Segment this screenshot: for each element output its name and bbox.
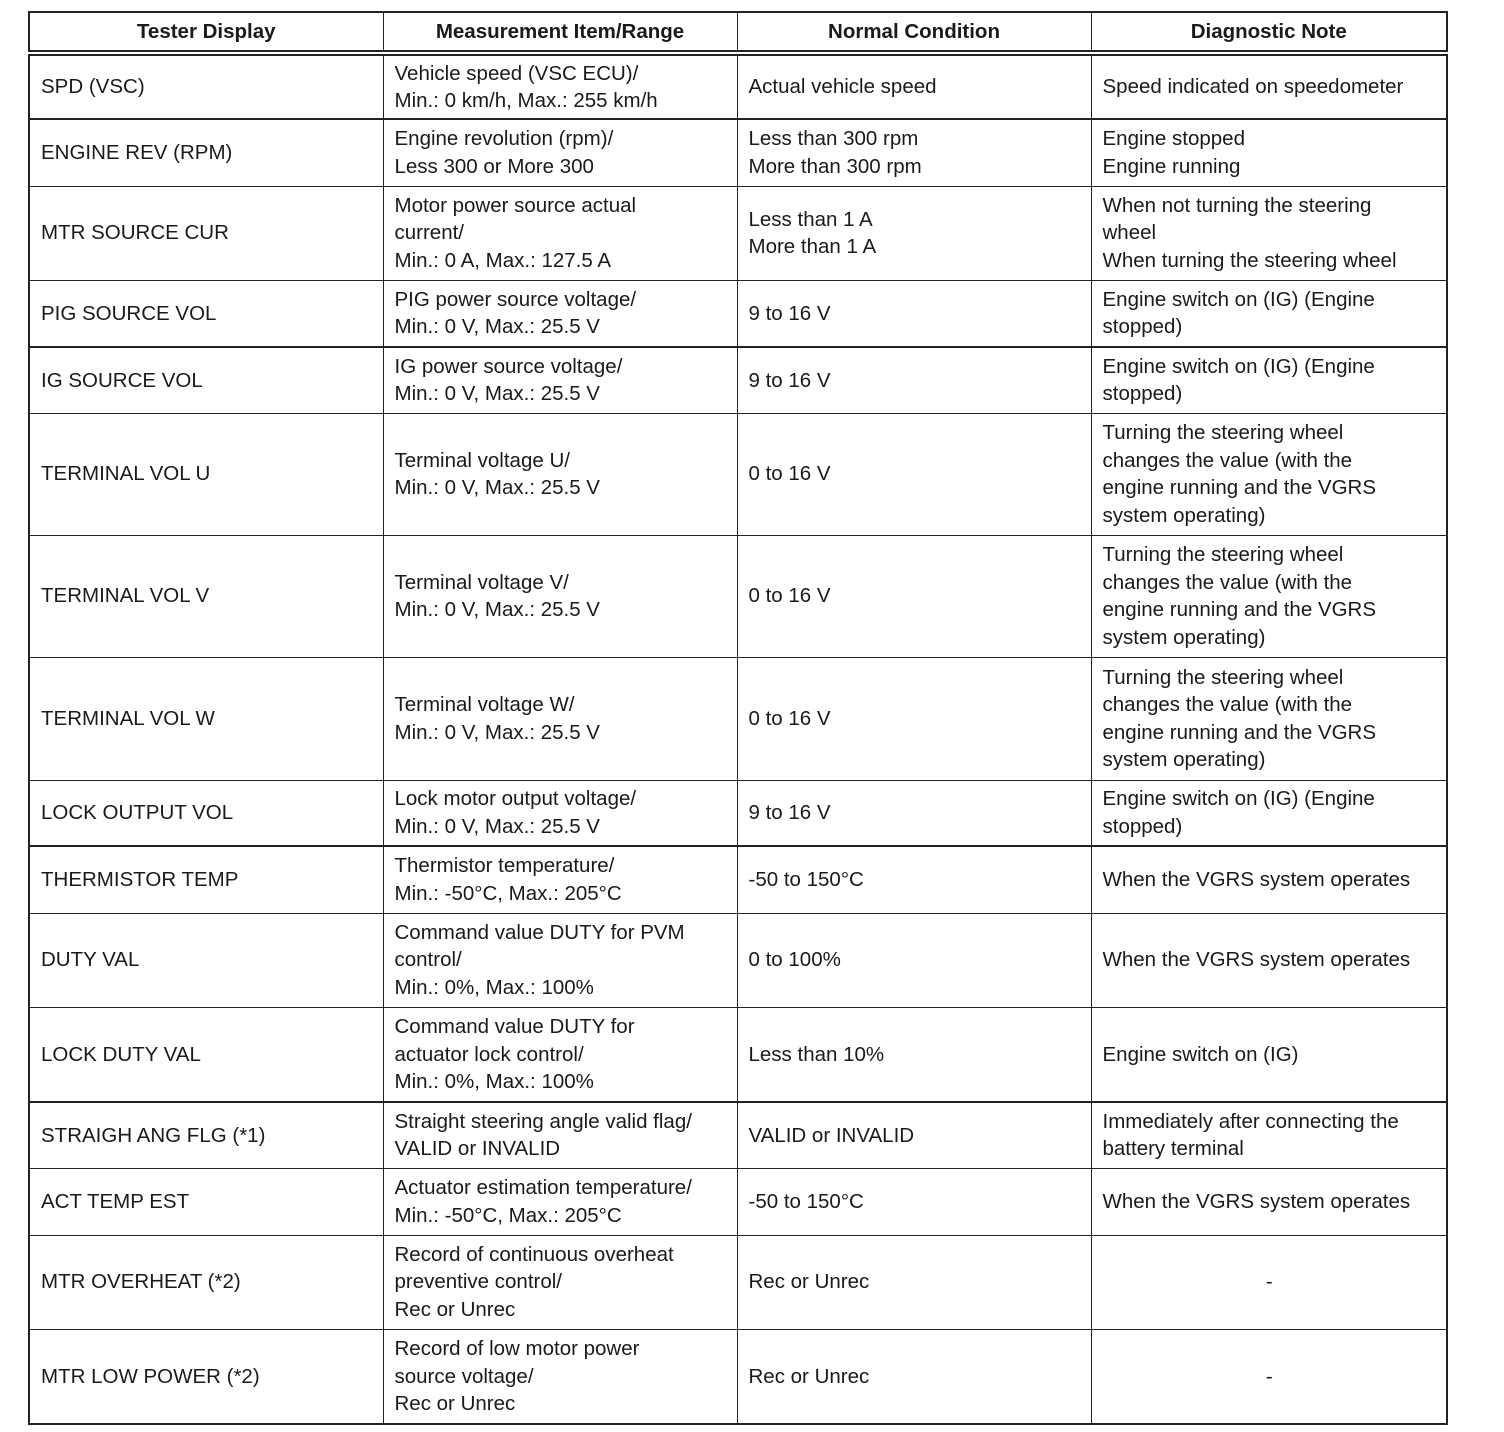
cell-diagnostic-note: Turning the steering wheel changes the value (with the engine running and the VGRS system operating) bbox=[1091, 657, 1447, 780]
table-row bbox=[29, 1235, 1447, 1329]
table-row bbox=[29, 119, 1447, 186]
cell-measurement: Motor power source actual current/ Min.: 0 A, Max.: 127.5 A bbox=[383, 186, 737, 280]
cell-tester-display: MTR LOW POWER (*2) bbox=[29, 1329, 383, 1424]
cell-measurement: Record of continuous overheat preventive control/ Rec or Unrec bbox=[383, 1235, 737, 1329]
cell-diagnostic-note: Engine switch on (IG) bbox=[1091, 1007, 1447, 1102]
table-row bbox=[29, 413, 1447, 535]
cell-normal-condition: Less than 1 A More than 1 A bbox=[737, 186, 1091, 280]
cell-measurement: Vehicle speed (VSC ECU)/ Min.: 0 km/h, Max.: 255 km/h bbox=[383, 53, 737, 119]
cell-diagnostic-note: When the VGRS system operates bbox=[1091, 846, 1447, 913]
cell-measurement: Actuator estimation temperature/ Min.: -50°C, Max.: 205°C bbox=[383, 1168, 737, 1235]
cell-normal-condition: Rec or Unrec bbox=[737, 1329, 1091, 1424]
cell-normal-condition: 9 to 16 V bbox=[737, 780, 1091, 846]
cell-measurement: Command value DUTY for PVM control/ Min.: 0%, Max.: 100% bbox=[383, 913, 737, 1007]
data-list-table bbox=[28, 11, 1448, 1425]
cell-tester-display: TERMINAL VOL U bbox=[29, 413, 383, 535]
cell-measurement: Engine revolution (rpm)/ Less 300 or More 300 bbox=[383, 119, 737, 186]
cell-tester-display: STRAIGH ANG FLG (*1) bbox=[29, 1102, 383, 1168]
cell-normal-condition: Actual vehicle speed bbox=[737, 53, 1091, 119]
cell-normal-condition: 0 to 16 V bbox=[737, 657, 1091, 780]
cell-tester-display: ENGINE REV (RPM) bbox=[29, 119, 383, 186]
cell-diagnostic-note: When the VGRS system operates bbox=[1091, 1168, 1447, 1235]
cell-diagnostic-note: Speed indicated on speedometer bbox=[1091, 53, 1447, 119]
cell-tester-display: SPD (VSC) bbox=[29, 53, 383, 119]
table-row bbox=[29, 347, 1447, 413]
table-row bbox=[29, 186, 1447, 280]
cell-measurement: Straight steering angle valid flag/ VALID or INVALID bbox=[383, 1102, 737, 1168]
cell-normal-condition: 9 to 16 V bbox=[737, 280, 1091, 347]
cell-normal-condition: -50 to 150°C bbox=[737, 846, 1091, 913]
cell-measurement: Terminal voltage W/ Min.: 0 V, Max.: 25.5 V bbox=[383, 657, 737, 780]
cell-tester-display: THERMISTOR TEMP bbox=[29, 846, 383, 913]
cell-measurement: IG power source voltage/ Min.: 0 V, Max.: 25.5 V bbox=[383, 347, 737, 413]
cell-diagnostic-note: Engine switch on (IG) (Engine stopped) bbox=[1091, 280, 1447, 347]
cell-tester-display: LOCK OUTPUT VOL bbox=[29, 780, 383, 846]
table-row bbox=[29, 913, 1447, 1007]
cell-measurement: Terminal voltage U/ Min.: 0 V, Max.: 25.5 V bbox=[383, 413, 737, 535]
cell-diagnostic-note: When not turning the steering wheel When turning the steering wheel bbox=[1091, 186, 1447, 280]
table-row bbox=[29, 846, 1447, 913]
header-tester-display: Tester Display bbox=[29, 12, 383, 53]
cell-tester-display: MTR SOURCE CUR bbox=[29, 186, 383, 280]
header-measurement-item-range: Measurement Item/Range bbox=[383, 12, 737, 53]
table-row bbox=[29, 1168, 1447, 1235]
table-row bbox=[29, 1102, 1447, 1168]
cell-diagnostic-note: - bbox=[1091, 1235, 1447, 1329]
cell-measurement: Terminal voltage V/ Min.: 0 V, Max.: 25.5 V bbox=[383, 535, 737, 657]
cell-measurement: Record of low motor power source voltage/ Rec or Unrec bbox=[383, 1329, 737, 1424]
cell-diagnostic-note: When the VGRS system operates bbox=[1091, 913, 1447, 1007]
data-list-table-container bbox=[28, 11, 1446, 1425]
cell-measurement: Command value DUTY for actuator lock control/ Min.: 0%, Max.: 100% bbox=[383, 1007, 737, 1102]
cell-normal-condition: 0 to 100% bbox=[737, 913, 1091, 1007]
cell-tester-display: ACT TEMP EST bbox=[29, 1168, 383, 1235]
cell-diagnostic-note: Turning the steering wheel changes the value (with the engine running and the VGRS system operating) bbox=[1091, 535, 1447, 657]
cell-diagnostic-note: Engine stopped Engine running bbox=[1091, 119, 1447, 186]
cell-diagnostic-note: Immediately after connecting the battery terminal bbox=[1091, 1102, 1447, 1168]
table-row bbox=[29, 1007, 1447, 1102]
cell-diagnostic-note: - bbox=[1091, 1329, 1447, 1424]
cell-tester-display: LOCK DUTY VAL bbox=[29, 1007, 383, 1102]
table-row bbox=[29, 1329, 1447, 1424]
cell-diagnostic-note: Engine switch on (IG) (Engine stopped) bbox=[1091, 780, 1447, 846]
table-row bbox=[29, 280, 1447, 347]
cell-measurement: Lock motor output voltage/ Min.: 0 V, Max.: 25.5 V bbox=[383, 780, 737, 846]
cell-normal-condition: Less than 10% bbox=[737, 1007, 1091, 1102]
cell-measurement: PIG power source voltage/ Min.: 0 V, Max.: 25.5 V bbox=[383, 280, 737, 347]
cell-normal-condition: VALID or INVALID bbox=[737, 1102, 1091, 1168]
cell-normal-condition: Rec or Unrec bbox=[737, 1235, 1091, 1329]
cell-normal-condition: 9 to 16 V bbox=[737, 347, 1091, 413]
table-row bbox=[29, 657, 1447, 780]
table-row bbox=[29, 780, 1447, 846]
header-diagnostic-note: Diagnostic Note bbox=[1091, 12, 1447, 53]
cell-tester-display: DUTY VAL bbox=[29, 913, 383, 1007]
table-row bbox=[29, 535, 1447, 657]
cell-tester-display: PIG SOURCE VOL bbox=[29, 280, 383, 347]
cell-normal-condition: Less than 300 rpm More than 300 rpm bbox=[737, 119, 1091, 186]
cell-measurement: Thermistor temperature/ Min.: -50°C, Max.: 205°C bbox=[383, 846, 737, 913]
table-row bbox=[29, 53, 1447, 119]
header-normal-condition: Normal Condition bbox=[737, 12, 1091, 53]
table-header-row bbox=[29, 12, 1447, 53]
cell-diagnostic-note: Turning the steering wheel changes the value (with the engine running and the VGRS system operating) bbox=[1091, 413, 1447, 535]
cell-tester-display: MTR OVERHEAT (*2) bbox=[29, 1235, 383, 1329]
cell-tester-display: TERMINAL VOL W bbox=[29, 657, 383, 780]
cell-normal-condition: 0 to 16 V bbox=[737, 535, 1091, 657]
cell-normal-condition: -50 to 150°C bbox=[737, 1168, 1091, 1235]
cell-normal-condition: 0 to 16 V bbox=[737, 413, 1091, 535]
cell-tester-display: TERMINAL VOL V bbox=[29, 535, 383, 657]
cell-diagnostic-note: Engine switch on (IG) (Engine stopped) bbox=[1091, 347, 1447, 413]
cell-tester-display: IG SOURCE VOL bbox=[29, 347, 383, 413]
